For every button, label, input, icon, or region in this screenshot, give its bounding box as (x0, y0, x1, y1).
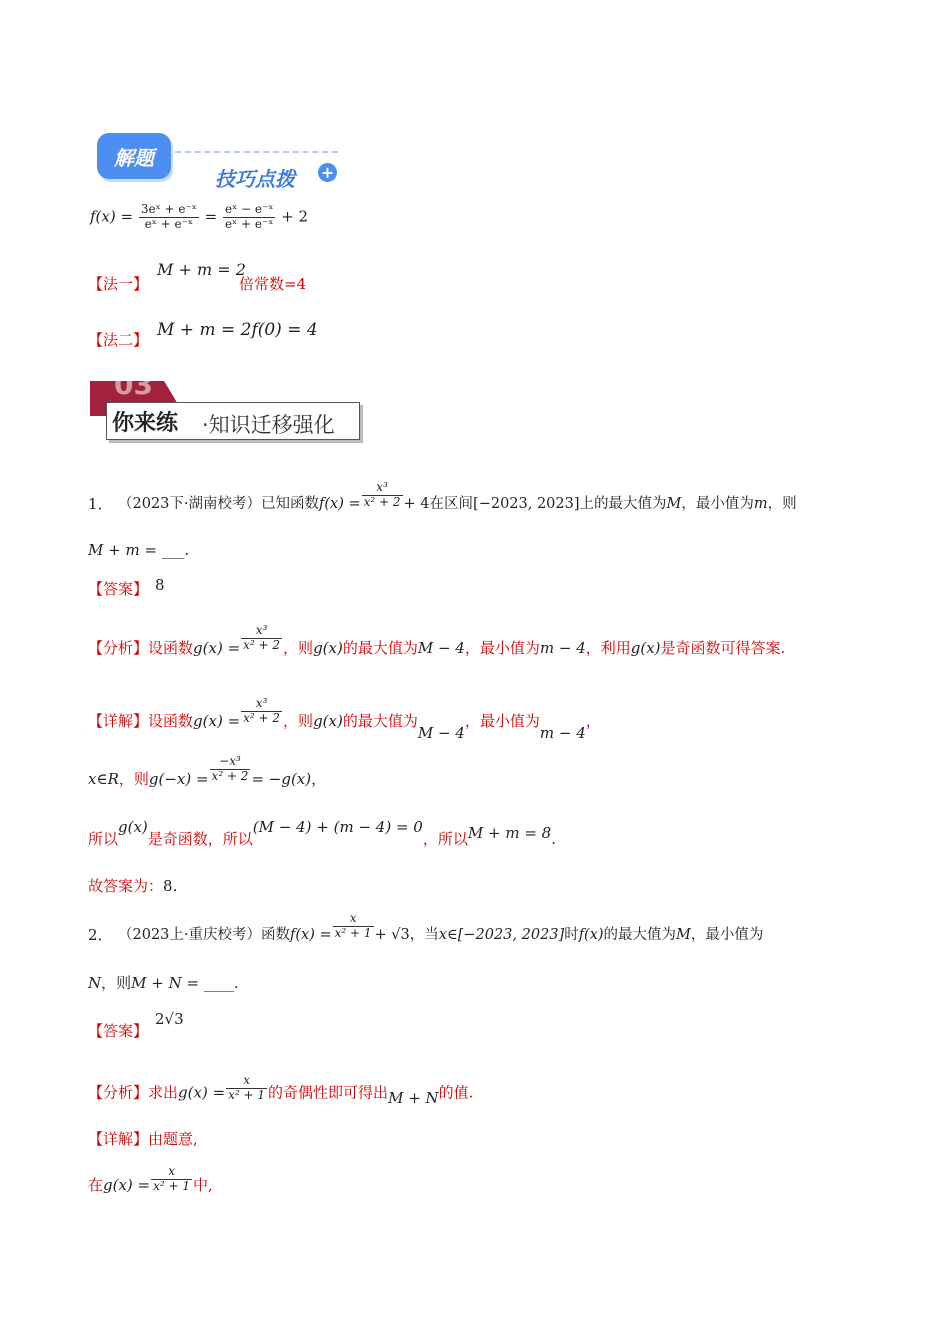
method1-formula: M + m = 2 (157, 260, 246, 279)
q2-number: 2． (88, 926, 113, 944)
q1-analysis: 【分析】设函数g(x) = $\frac{\text{x³}}{\text{x² + 2}}$ ，则g(x)的最大值为M − 4，最小值为m − 4，利用g(x)是奇函数可得答案. (88, 622, 786, 657)
q1-final: 故答案为：8. (88, 877, 178, 895)
tip-badge: 解题 (97, 133, 171, 179)
q2-answer: 2√3 (155, 1010, 184, 1028)
q2-detail: 【详解】由题意, (88, 1130, 198, 1148)
section-title-main: 你来练 (112, 411, 179, 436)
q1-number: 1． (88, 495, 113, 513)
q1-odd-check: x∈R，则g(−x) = $\frac{\text{−x³}}{\text{x² + 2}}$ = −g(x)， (88, 753, 327, 788)
tip-formula: f(x) = $\frac{\text{3eˣ + e⁻ˣ}}{\text{eˣ + e⁻ˣ}}$ = $\frac{\text{eˣ − e⁻ˣ}}{\text{eˣ + e⁻ˣ}}$ + 2 (90, 202, 309, 231)
method2-label: 【法二】 (88, 331, 149, 349)
q2-line2: N，则M + N = ____. (88, 974, 239, 992)
section-title-sub: ·知识迁移强化 (202, 413, 335, 437)
q1-line2: M + m = ___. (88, 541, 190, 559)
q2-answer-label: 【答案】 (88, 1022, 149, 1040)
q1-answer-label: 【答案】 (88, 580, 149, 598)
q2-analysis: 【分析】求出g(x) = $\frac{x}{\text{x² + 1}}$ 的奇偶性即可得出M + N的值. (88, 1073, 474, 1108)
tip-subtitle: 技巧点拨 (215, 167, 295, 191)
method1-label: 【法一】 (88, 275, 149, 293)
plus-icon: + (318, 163, 337, 182)
q2-in-g: 在g(x) = $\frac{x}{\text{x² + 1}}$ 中, (88, 1163, 213, 1194)
q1-conclusion: 所以g(x)是奇函数，所以(M − 4) + (m − 4) = 0，所以M + m = 8. (88, 818, 556, 848)
q1-detail: 【详解】设函数g(x) = $\frac{\text{x³}}{\text{x² + 2}}$ ，则g(x)的最大值为M − 4，最小值为m − 4， (88, 695, 601, 742)
dashed-divider (175, 151, 338, 153)
method2-formula: M + m = 2f(0) = 4 (157, 320, 318, 340)
method1-note: 倍常数=4 (239, 275, 307, 293)
q2-stem: （2023上·重庆校考）函数f(x) = $\frac{x}{\text{x² + 1}}$ + √3，当x∈[−2023, 2023]时f(x)的最大值为M，最小值为 (118, 910, 764, 943)
q1-answer: 8 (155, 576, 165, 594)
q1-stem: （2023下·湖南校考）已知函数f(x) = $\frac{\text{x³}}{\text{x² + 2}}$ + 4在区间[−2023, 2023]上的最大值为M，最小值为m，则 (118, 479, 797, 512)
section-number: 03 (114, 368, 153, 401)
